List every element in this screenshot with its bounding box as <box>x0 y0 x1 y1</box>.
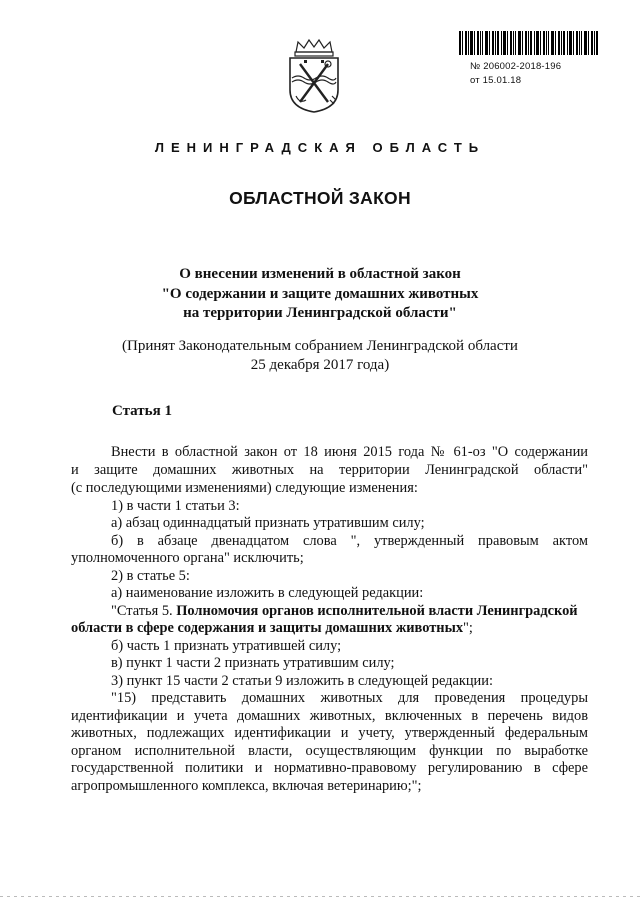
caption-line: "О содержании и защите домашних животных <box>161 286 479 302</box>
registration-number: № 206002-2018-196 <box>470 61 562 72</box>
article-5-suffix: "; <box>463 620 473 636</box>
adoption-note: (Принят Законодательным собранием Ленинградской области <box>122 338 518 354</box>
body-line: (с последующими изменениями) следующие изменения: <box>71 480 418 496</box>
list-item: 1) в части 1 статьи 3: <box>111 498 240 514</box>
article-5-heading-line <box>71 619 473 637</box>
article-title: Статья 1 <box>112 403 172 419</box>
scan-artifact-line <box>0 896 640 897</box>
region-title: ЛЕНИНГРАДСКАЯ ОБЛАСТЬ <box>154 140 486 155</box>
quote-line: органом исполнительной власти, осуществляющим функции по выработке <box>71 743 588 759</box>
adoption-date: 25 декабря 2017 года) <box>250 357 390 373</box>
quote-line: агропромышленного комплекса, включая ветеринарию;"; <box>71 778 422 794</box>
list-item: 3) пункт 15 части 2 статьи 9 изложить в следующей редакции: <box>111 673 493 689</box>
body-line: Внести в областной закон от 18 июня 2015 года № 61-оз "О содержании <box>111 444 588 460</box>
quote-line: государственной политики и нормативно-правовому регулированию в сфере <box>71 760 588 776</box>
article-5-heading-line <box>111 602 578 620</box>
registration-date: от 15.01.18 <box>470 75 522 86</box>
article-5-prefix: "Статья 5. <box>111 603 177 619</box>
article-5-heading-bold: Полномочия органов исполнительной власти Ленинградской <box>176 603 578 619</box>
article-5-heading-bold: области в сфере содержания и защиты домашних животных <box>71 620 464 636</box>
list-item: а) наименование изложить в следующей редакции: <box>111 585 424 601</box>
barcode-image <box>459 31 598 55</box>
quote-line: "15) представить домашних животных для проведения процедуры <box>111 690 588 706</box>
law-title: ОБЛАСТНОЙ ЗАКОН <box>229 188 411 208</box>
list-item: а) абзац одиннадцатый признать утратившим силу; <box>111 515 425 531</box>
quote-line: животных, подлежащих идентификации и учету, утвержденный федеральным <box>71 725 588 741</box>
caption-line: О внесении изменений в областной закон <box>179 266 461 282</box>
list-item: в) пункт 1 части 2 признать утратившим силу; <box>111 655 395 671</box>
list-item: б) в абзаце двенадцатом слова ", утвержденный правовым актом <box>111 533 588 549</box>
list-item: б) часть 1 признать утратившей силу; <box>111 638 342 654</box>
list-item: 2) в статье 5: <box>111 568 190 584</box>
body-line: и защите домашних животных на территории Ленинградской области" <box>71 462 588 478</box>
caption-line: на территории Ленинградской области" <box>183 305 457 321</box>
body-line: уполномоченного органа" исключить; <box>71 550 304 566</box>
quote-line: идентификации и учета домашних животных, включенных в перечень видов <box>71 708 588 724</box>
coat-of-arms-emblem <box>284 38 344 114</box>
